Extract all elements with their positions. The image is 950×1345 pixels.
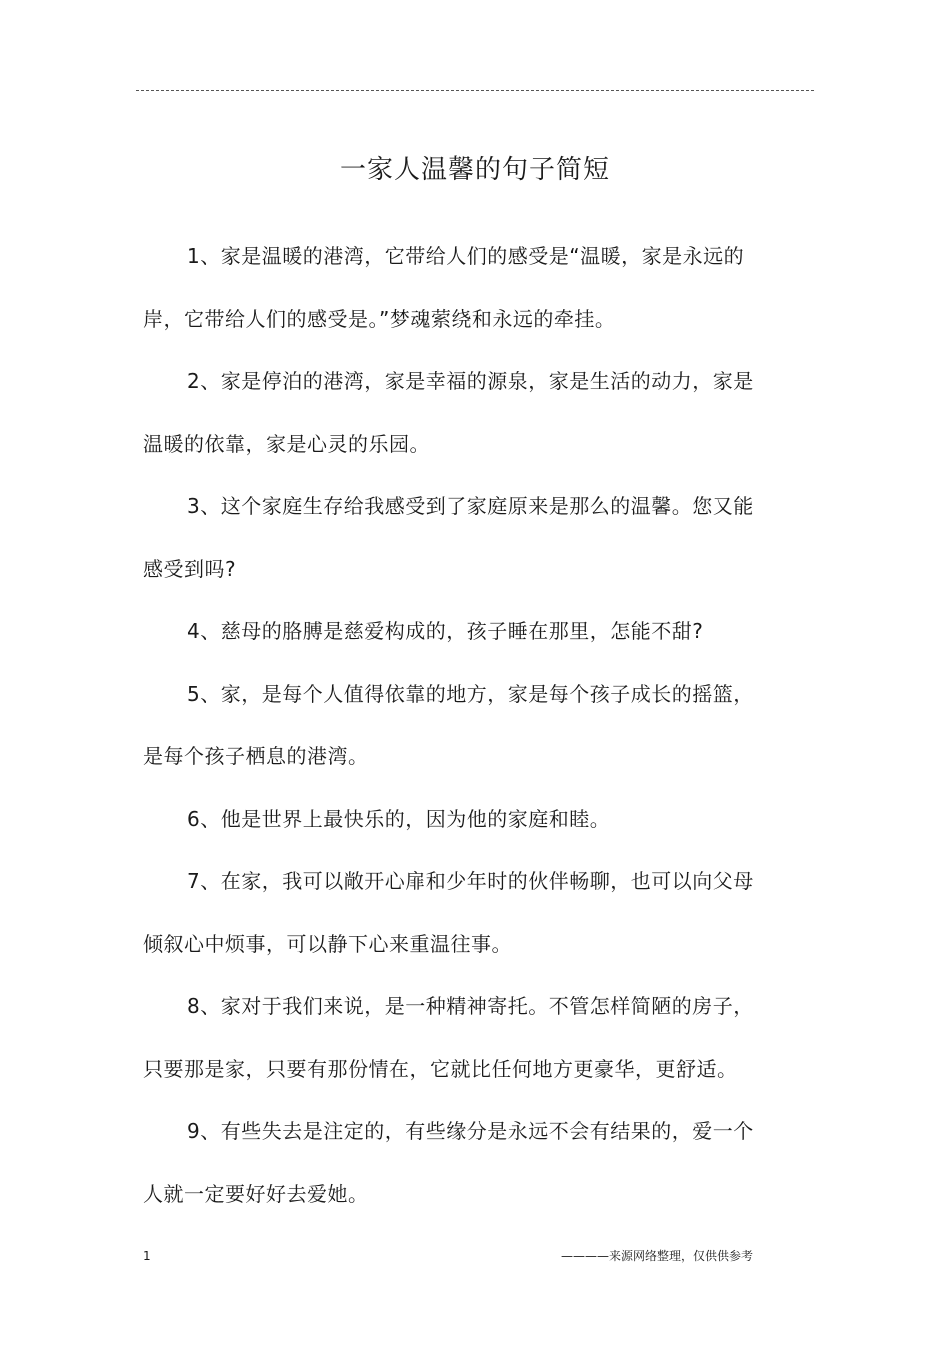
paragraph-5: 5、家，是每个人值得依靠的地方，家是每个孩子成长的摇篮，是每个孩子栖息的港湾。 — [143, 681, 754, 768]
paragraph-3: 3、这个家庭生存给我感受到了家庭原来是那么的温馨。您又能感受到吗? — [143, 494, 754, 581]
footer-source-note: ————来源网络整理，仅供供参考 — [560, 1249, 753, 1263]
paragraph-7: 7、在家，我可以敞开心扉和少年时的伙伴畅聊，也可以向父母倾叙心中烦事，可以静下心来重温往事。 — [143, 869, 754, 956]
paragraph-1: 1、家是温暖的港湾，它带给人们的感受是“温暖，家是永远的岸，它带给人们的感受是。”梦魂萦绕和永远的牵挂。 — [143, 244, 745, 331]
paragraph-4: 4、慈母的胳膊是慈爱构成的，孩子睡在那里，怎能不甜? — [187, 619, 704, 643]
paragraph-8: 8、家对于我们来说，是一种精神寄托。不管怎样简陋的房子，只要那是家，只要有那份情在，它就比任何地方更豪华，更舒适。 — [143, 994, 754, 1081]
paragraph-6: 6、他是世界上最快乐的，因为他的家庭和睦。 — [187, 806, 611, 831]
paragraph-9: 9、有些失去是注定的，有些缘分是永远不会有结果的，爱一个人就一定要好好去爱她。 — [143, 1119, 754, 1206]
paragraph-2: 2、家是停泊的港湾，家是幸福的源泉，家是生活的动力，家是温暖的依靠，家是心灵的乐园。 — [143, 369, 754, 456]
document-body — [143, 225, 773, 1225]
header-dashed-rule — [136, 90, 814, 91]
document-title: 一家人温馨的句子简短 — [339, 155, 610, 185]
page-number: 1 — [143, 1249, 151, 1263]
